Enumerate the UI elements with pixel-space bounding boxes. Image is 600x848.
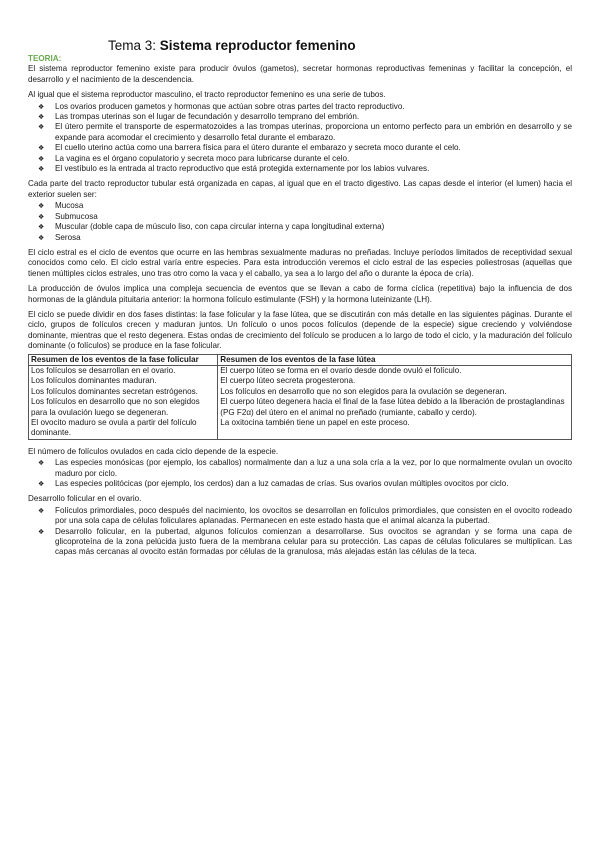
- paragraph-ovule-production: La producción de óvulos implica una compleja secuencia de eventos que se llevan a cabo de forma cíclica (repetitiva) bajo la influencia de dos hormonas de la glándula pituitaria anterior: la hormona folículo estimulante (FSH) y la hormona luteinizante (LH).: [28, 284, 572, 304]
- list-item: ❖ Submucosa: [28, 212, 572, 222]
- paragraph-follicular-development: Desarrollo folicular en el ovario.: [28, 494, 142, 504]
- table-cell-line: El cuerpo lúteo secreta progesterona.: [220, 376, 356, 386]
- document-body: [28, 54, 572, 563]
- list-item: ❖ Los ovarios producen gametos y hormonas que actúan sobre otras partes del tracto reproductivo.: [28, 102, 572, 112]
- section-label-teoria: TEORIA:: [28, 54, 62, 63]
- paragraph-follicle-count: El número de folículos ovulados en cada ciclo depende de la especie.: [28, 446, 279, 456]
- page-title: [108, 38, 356, 53]
- paragraph-estrous: El ciclo estral es el ciclo de eventos que ocurre en las hembras sexualmente maduras no preñadas. Incluye períodos limitados de receptividad sexual conocidos como celo. El ciclo estral varía entre especies. Para esta introducción veremos el ciclo estral de las especies poliestrosas (aquellas que tienen múltiples ciclos estrales, uno tras otro como la vaca y el caballo, ya sea a lo largo del año o durante la época de cría).: [28, 247, 572, 278]
- table-cell-line: Los folículos dominantes maduran.: [31, 376, 157, 386]
- table-cell-line: El ovocito maduro se ovula a partir del folículo dominante.: [31, 418, 197, 438]
- list-item: ❖ Las especies monósicas (por ejemplo, los caballos) normalmente dan a luz a una sola cría a la vez, por lo que normalmente ovulan un ovocito maduro por ciclo.: [28, 458, 572, 479]
- list-species: [28, 458, 572, 489]
- table-cell-line: Los folículos dominantes secretan estrógenos.: [31, 386, 198, 396]
- table-cell-line: El cuerpo lúteo se forma en el ovario desde donde ovuló el folículo.: [220, 365, 462, 375]
- phases-summary-table: [28, 354, 572, 440]
- table-header-luteal: Resumen de los eventos de la fase lútea: [218, 354, 572, 365]
- list-follicular-stages: [28, 506, 572, 558]
- list-organs: [28, 102, 572, 175]
- list-item: ❖ El útero permite el transporte de espermatozoides a las trompas uterinas, proporciona un entorno perfecto para un embrión en desarrollo y se expande para acomodar el crecimiento y desarrollo fetal durante el embarazo.: [28, 122, 572, 143]
- paragraph-cycle-phases: El ciclo se puede dividir en dos fases distintas: la fase folicular y la fase lútea, que se discutirán con más detalle en las siguientes páginas. Durante el ciclo, grupos de folículos crecen y maduran juntos. Un folículo o unos pocos folículos (depende de la especie) sigue creciendo y volviéndose dominante, mientras que el resto degenera. Estas ondas de crecimiento del folículo se producen a lo largo de todo el ciclo, y la maduración del folículo dominante (o folículos) se produce en la fase folicular.: [28, 309, 572, 351]
- title-prefix: Tema 3:: [108, 38, 160, 53]
- list-item: ❖ La vagina es el órgano copulatorio y secreta moco para lubricarse durante el celo.: [28, 154, 572, 164]
- list-item: ❖ Muscular (doble capa de músculo liso, con capa circular interna y capa longitudinal externa): [28, 222, 572, 232]
- luteal-events-cell: [218, 365, 572, 439]
- table-cell-line: La oxitocina también tiene un papel en este proceso.: [220, 418, 410, 427]
- list-layers: [28, 201, 572, 243]
- paragraph-intro: El sistema reproductor femenino existe para producir óvulos (gametos), secretar hormonas reproductivas femeninas y facilitar la concepción, el desarrollo y el nacimiento de la descendencia.: [28, 64, 572, 84]
- list-item: ❖ Folículos primordiales, poco después del nacimiento, los ovocitos se desarrollan en folículos primordiales, que consisten en el ovocito rodeado por una sola capa de células foliculares aplanadas. Permanecen en este estado hasta que el animal alcanza la pubertad.: [28, 506, 572, 527]
- table-cell-line: Los folículos en desarrollo que no son elegidos para la ovulación se degeneran.: [220, 386, 507, 396]
- table-cell-line: Los folículos se desarrollan en el ovario.: [31, 365, 176, 375]
- list-item: ❖ Serosa: [28, 233, 572, 243]
- paragraph-layers: Cada parte del tracto reproductor tubular está organizada en capas, al igual que en el tracto digestivo. Las capas desde el interior (el lumen) hacia el exterior suelen ser:: [28, 179, 572, 199]
- list-item: ❖ Las especies politócicas (por ejemplo, los cerdos) dan a luz camadas de crías. Sus ovarios ovulan múltiples ovocitos por ciclo.: [28, 479, 572, 489]
- list-item: ❖ Desarrollo folicular, en la pubertad, algunos folículos comienzan a desarrollarse. Sus ovocitos se agrandan y se forma una capa de glicoproteína de la zona pelúcida justo fuera de la membrana celular para su protección. Las capas de células foliculares se multiplican. Las capas más cercanas al ovocito están formadas por células de la granulosa, más alejadas están las células de la teca.: [28, 527, 572, 558]
- list-item: ❖ Las trompas uterinas son el lugar de fecundación y desarrollo temprano del embrión.: [28, 112, 572, 122]
- table-cell-line: El cuerpo lúteo degenera hacia el final de la fase lútea debido a la liberación de prostaglandinas (PG F2α) del útero en el animal no preñado (rumiante, caballo y cerdo).: [220, 397, 565, 417]
- list-item: ❖ Mucosa: [28, 201, 572, 211]
- table-header-follicular: Resumen de los eventos de la fase folicular: [29, 354, 218, 365]
- table-cell-line: Los folículos en desarrollo que no son elegidos para la ovulación luego se degeneran.: [31, 397, 200, 417]
- list-item: ❖ El vestíbulo es la entrada al tracto reproductivo que está protegida externamente por los labios vulvares.: [28, 164, 572, 174]
- paragraph-tubes: Al igual que el sistema reproductor masculino, el tracto reproductor femenino es una serie de tubos.: [28, 90, 386, 100]
- title-bold: Sistema reproductor femenino: [159, 38, 356, 53]
- follicular-events-cell: [29, 365, 218, 439]
- list-item: ❖ El cuello uterino actúa como una barrera física para el útero durante el embarazo y secreta moco durante el celo.: [28, 143, 572, 153]
